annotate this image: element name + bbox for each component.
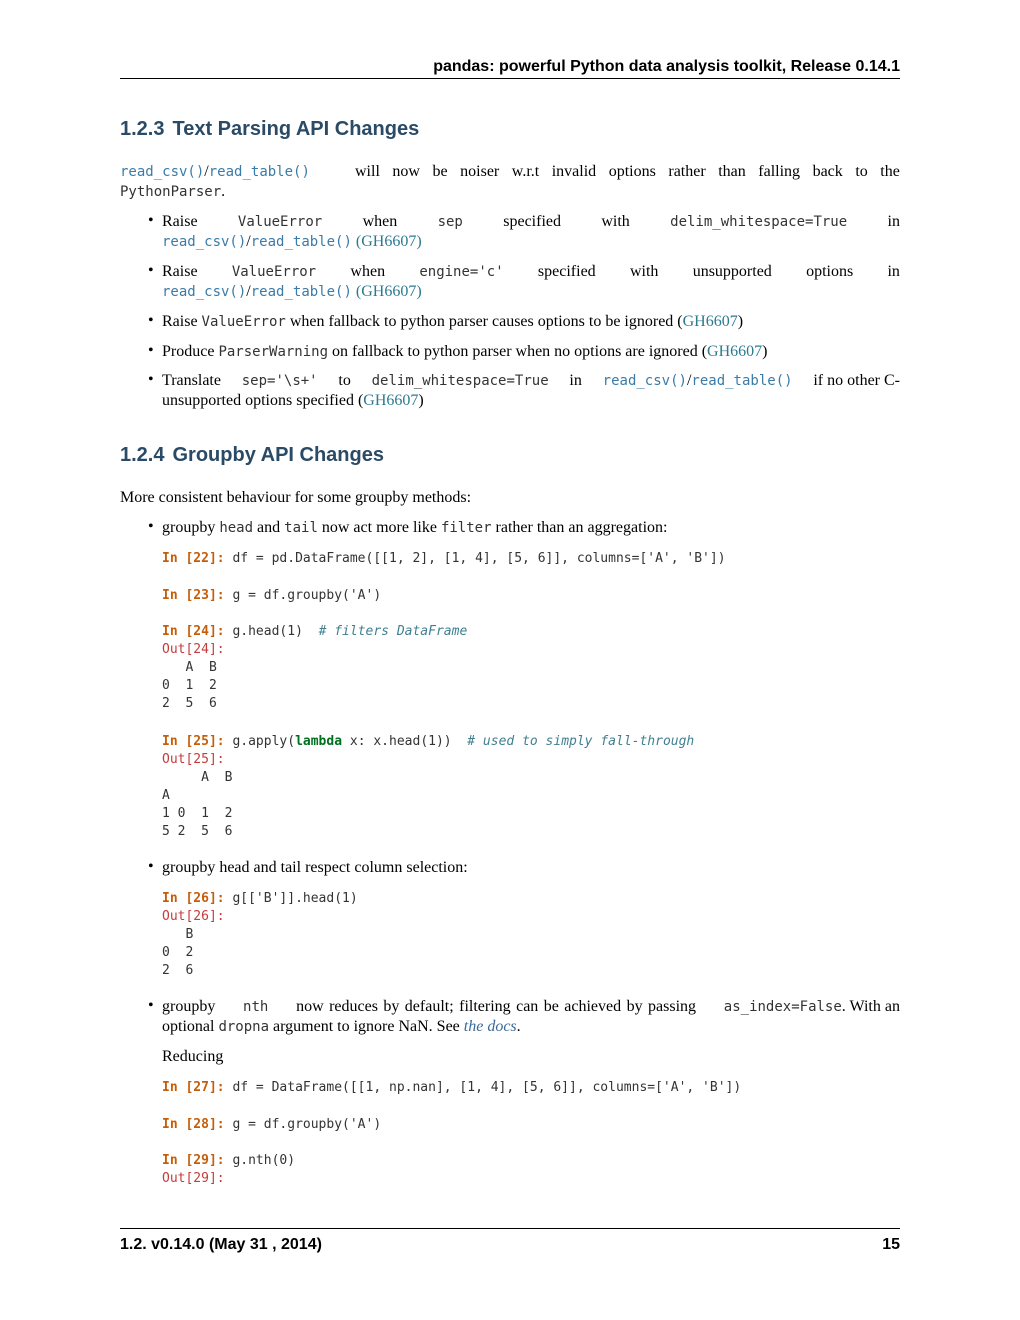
text: unsupported options specified <box>162 392 354 409</box>
valueerror-code: ValueError <box>237 214 323 230</box>
bullet-marker: • <box>148 518 154 535</box>
bullet-marker: • <box>148 212 154 229</box>
issue-link[interactable]: (GH6607) <box>355 233 422 250</box>
bullet-item-4: Produce ParserWarning on fallback to python parser when no options are ignored (GH6607) <box>162 343 768 360</box>
bullet-marker: • <box>148 342 154 359</box>
page-number: 15 <box>882 1236 900 1253</box>
text: with <box>601 213 630 230</box>
code-line: g = df.groupby('A') <box>232 1117 382 1132</box>
delim-whitespace-code: delim_whitespace=True <box>371 373 549 389</box>
read-csv-link[interactable]: read_csv() <box>602 373 687 389</box>
docs-link[interactable]: the docs <box>463 1018 517 1035</box>
code-line: g.apply( <box>232 734 296 749</box>
document-page <box>120 0 900 1320</box>
sep-code: sep <box>437 214 463 230</box>
input-prompt: In [23]: <box>162 588 225 603</box>
code-line: df = pd.DataFrame([[1, 2], [1, 4], [5, 6]], columns=['A', 'B']) <box>232 551 726 566</box>
running-header: pandas: powerful Python data analysis toolkit, Release 0.14.1 <box>433 58 900 75</box>
keyword: lambda <box>295 734 343 749</box>
section-title: Text Parsing API Changes <box>172 118 420 140</box>
groupby-bullet-2: groupby head and tail respect column selection: <box>162 859 468 876</box>
output-prompt: Out[26]: <box>162 909 225 924</box>
issue-link[interactable]: GH6607 <box>682 313 738 330</box>
code-comment: # filters DataFrame <box>318 624 468 639</box>
slash: / <box>204 163 209 180</box>
bullet-marker: • <box>148 997 154 1014</box>
bullet-item-3: Raise ValueError when fallback to python parser causes options to be ignored (GH6607) <box>162 313 744 330</box>
bullet-marker: • <box>148 371 154 388</box>
text: on fallback to python parser when no options are ignored <box>332 343 698 360</box>
text: specified <box>537 263 596 280</box>
code-cell-24 <box>162 623 467 713</box>
filter-code: filter <box>440 520 492 536</box>
input-prompt: In [27]: <box>162 1080 225 1095</box>
text: now reduces by default; filtering can be achieved by passing <box>296 998 697 1015</box>
code-cell-23 <box>162 587 381 605</box>
input-prompt: In [25]: <box>162 734 225 749</box>
text: groupby <box>162 519 216 536</box>
input-prompt: In [26]: <box>162 891 225 906</box>
footer-rule <box>120 1228 900 1229</box>
code-line: g = df.groupby('A') <box>232 588 382 603</box>
groupby-bullet-3 <box>162 997 900 1037</box>
text: Raise <box>162 263 198 280</box>
bullet-item-2 <box>162 262 900 302</box>
text: when <box>362 213 398 230</box>
text: in <box>887 213 900 230</box>
input-prompt: In [28]: <box>162 1117 225 1132</box>
as-index-code: as_index=False <box>723 999 842 1015</box>
input-prompt: In [24]: <box>162 624 225 639</box>
text: optional <box>162 1018 215 1035</box>
reducing-label: Reducing <box>162 1048 224 1065</box>
tail-code: tail <box>284 520 318 536</box>
nth-code: nth <box>243 999 269 1015</box>
code-cell-26 <box>162 890 358 980</box>
dropna-code: dropna <box>218 1019 270 1035</box>
slash: / <box>246 283 251 300</box>
code-cell-28 <box>162 1116 381 1134</box>
intro-text: will now be noiser w.r.t invalid options rather than falling back to the <box>355 163 900 180</box>
bullet-item-1 <box>162 212 900 252</box>
delim-whitespace-code: delim_whitespace=True <box>670 214 848 230</box>
text: when <box>350 263 386 280</box>
output-prompt: Out[24]: <box>162 642 225 657</box>
period: . <box>221 183 226 200</box>
bullet-item-5: Translate sep='\s+' to delim_whitespace=True in read_csv()/read_table() if no other C- unsupported options specified (GH6607) <box>162 372 900 409</box>
bullet-marker: • <box>148 262 154 279</box>
text: and <box>257 519 281 536</box>
parserwarning-code: ParserWarning <box>218 344 329 360</box>
text: options <box>806 263 854 280</box>
read-table-link[interactable]: read_table() <box>691 373 793 389</box>
code-line: x: x.head(1)) <box>342 734 452 749</box>
code-line: g.nth(0) <box>232 1153 296 1168</box>
text: Produce <box>162 343 215 360</box>
section-heading-groupby <box>120 444 384 467</box>
read-csv-link[interactable]: read_csv() <box>162 284 247 300</box>
read-table-link[interactable]: read_table() <box>250 284 352 300</box>
header-rule <box>120 78 900 79</box>
output-prompt: Out[25]: <box>162 752 225 767</box>
read-table-link[interactable]: read_table() <box>208 164 310 180</box>
text: specified <box>503 213 561 230</box>
output-table: B 0 2 2 6 <box>162 927 194 978</box>
groupby-bullet-1 <box>162 518 900 538</box>
text: to <box>338 372 351 389</box>
section-number: 1.2.3 <box>120 118 165 140</box>
valueerror-code: ValueError <box>201 314 286 330</box>
text: groupby <box>162 998 216 1015</box>
code-cell-29 <box>162 1152 295 1188</box>
text: Translate <box>162 372 221 389</box>
slash: / <box>246 233 251 250</box>
text: Raise <box>162 313 198 330</box>
footer-section: 1.2. v0.14.0 (May 31 , 2014) <box>120 1236 322 1253</box>
read-table-link[interactable]: read_table() <box>250 234 352 250</box>
section-title: Groupby API Changes <box>172 444 384 466</box>
slash: / <box>686 372 692 389</box>
sep-regex-code: sep='\s+' <box>241 373 318 389</box>
issue-link[interactable]: GH6607 <box>363 392 419 409</box>
output-prompt: Out[29]: <box>162 1171 225 1186</box>
bullet-marker: • <box>148 858 154 875</box>
code-cell-22 <box>162 550 726 568</box>
intro-paragraph <box>120 162 900 202</box>
code-line: df = DataFrame([[1, np.nan], [1, 4], [5, 6]], columns=['A', 'B']) <box>232 1080 742 1095</box>
output-table: A B A 1 0 1 2 5 2 5 6 <box>162 770 233 839</box>
read-csv-link[interactable]: read_csv() <box>162 234 247 250</box>
text: in <box>887 263 900 280</box>
code-cell-27 <box>162 1079 741 1097</box>
engine-code: engine='c' <box>419 264 504 280</box>
text: argument to ignore NaN. See <box>273 1018 460 1035</box>
pythonparser-code: PythonParser <box>120 184 222 200</box>
period: . <box>516 1018 521 1035</box>
text: if no other C- <box>813 372 900 389</box>
text: . With an <box>841 998 900 1015</box>
groupby-intro: More consistent behaviour for some groupby methods: <box>120 489 472 506</box>
code-line: g[['B']].head(1) <box>232 891 358 906</box>
issue-link[interactable]: (GH6607) <box>355 283 422 300</box>
section-heading-text-parsing <box>120 118 419 141</box>
text: when fallback to python parser causes options to be ignored <box>289 313 674 330</box>
head-code: head <box>219 520 254 536</box>
valueerror-code: ValueError <box>231 264 317 280</box>
input-prompt: In [22]: <box>162 551 225 566</box>
issue-link[interactable]: GH6607 <box>707 343 763 360</box>
input-prompt: In [29]: <box>162 1153 225 1168</box>
text: with <box>629 263 659 280</box>
bullet-marker: • <box>148 312 154 329</box>
text: now act more like <box>321 519 437 536</box>
code-comment: # used to simply fall-through <box>467 734 695 749</box>
code-cell-25 <box>162 733 694 841</box>
section-number: 1.2.4 <box>120 444 165 466</box>
text: in <box>569 372 582 389</box>
output-table: A B 0 1 2 2 5 6 <box>162 660 217 711</box>
code-line: g.head(1) <box>232 624 303 639</box>
text: unsupported <box>692 263 772 280</box>
read-csv-link[interactable]: read_csv() <box>120 164 205 180</box>
text: rather than an aggregation: <box>495 519 668 536</box>
text: Raise <box>162 213 198 230</box>
